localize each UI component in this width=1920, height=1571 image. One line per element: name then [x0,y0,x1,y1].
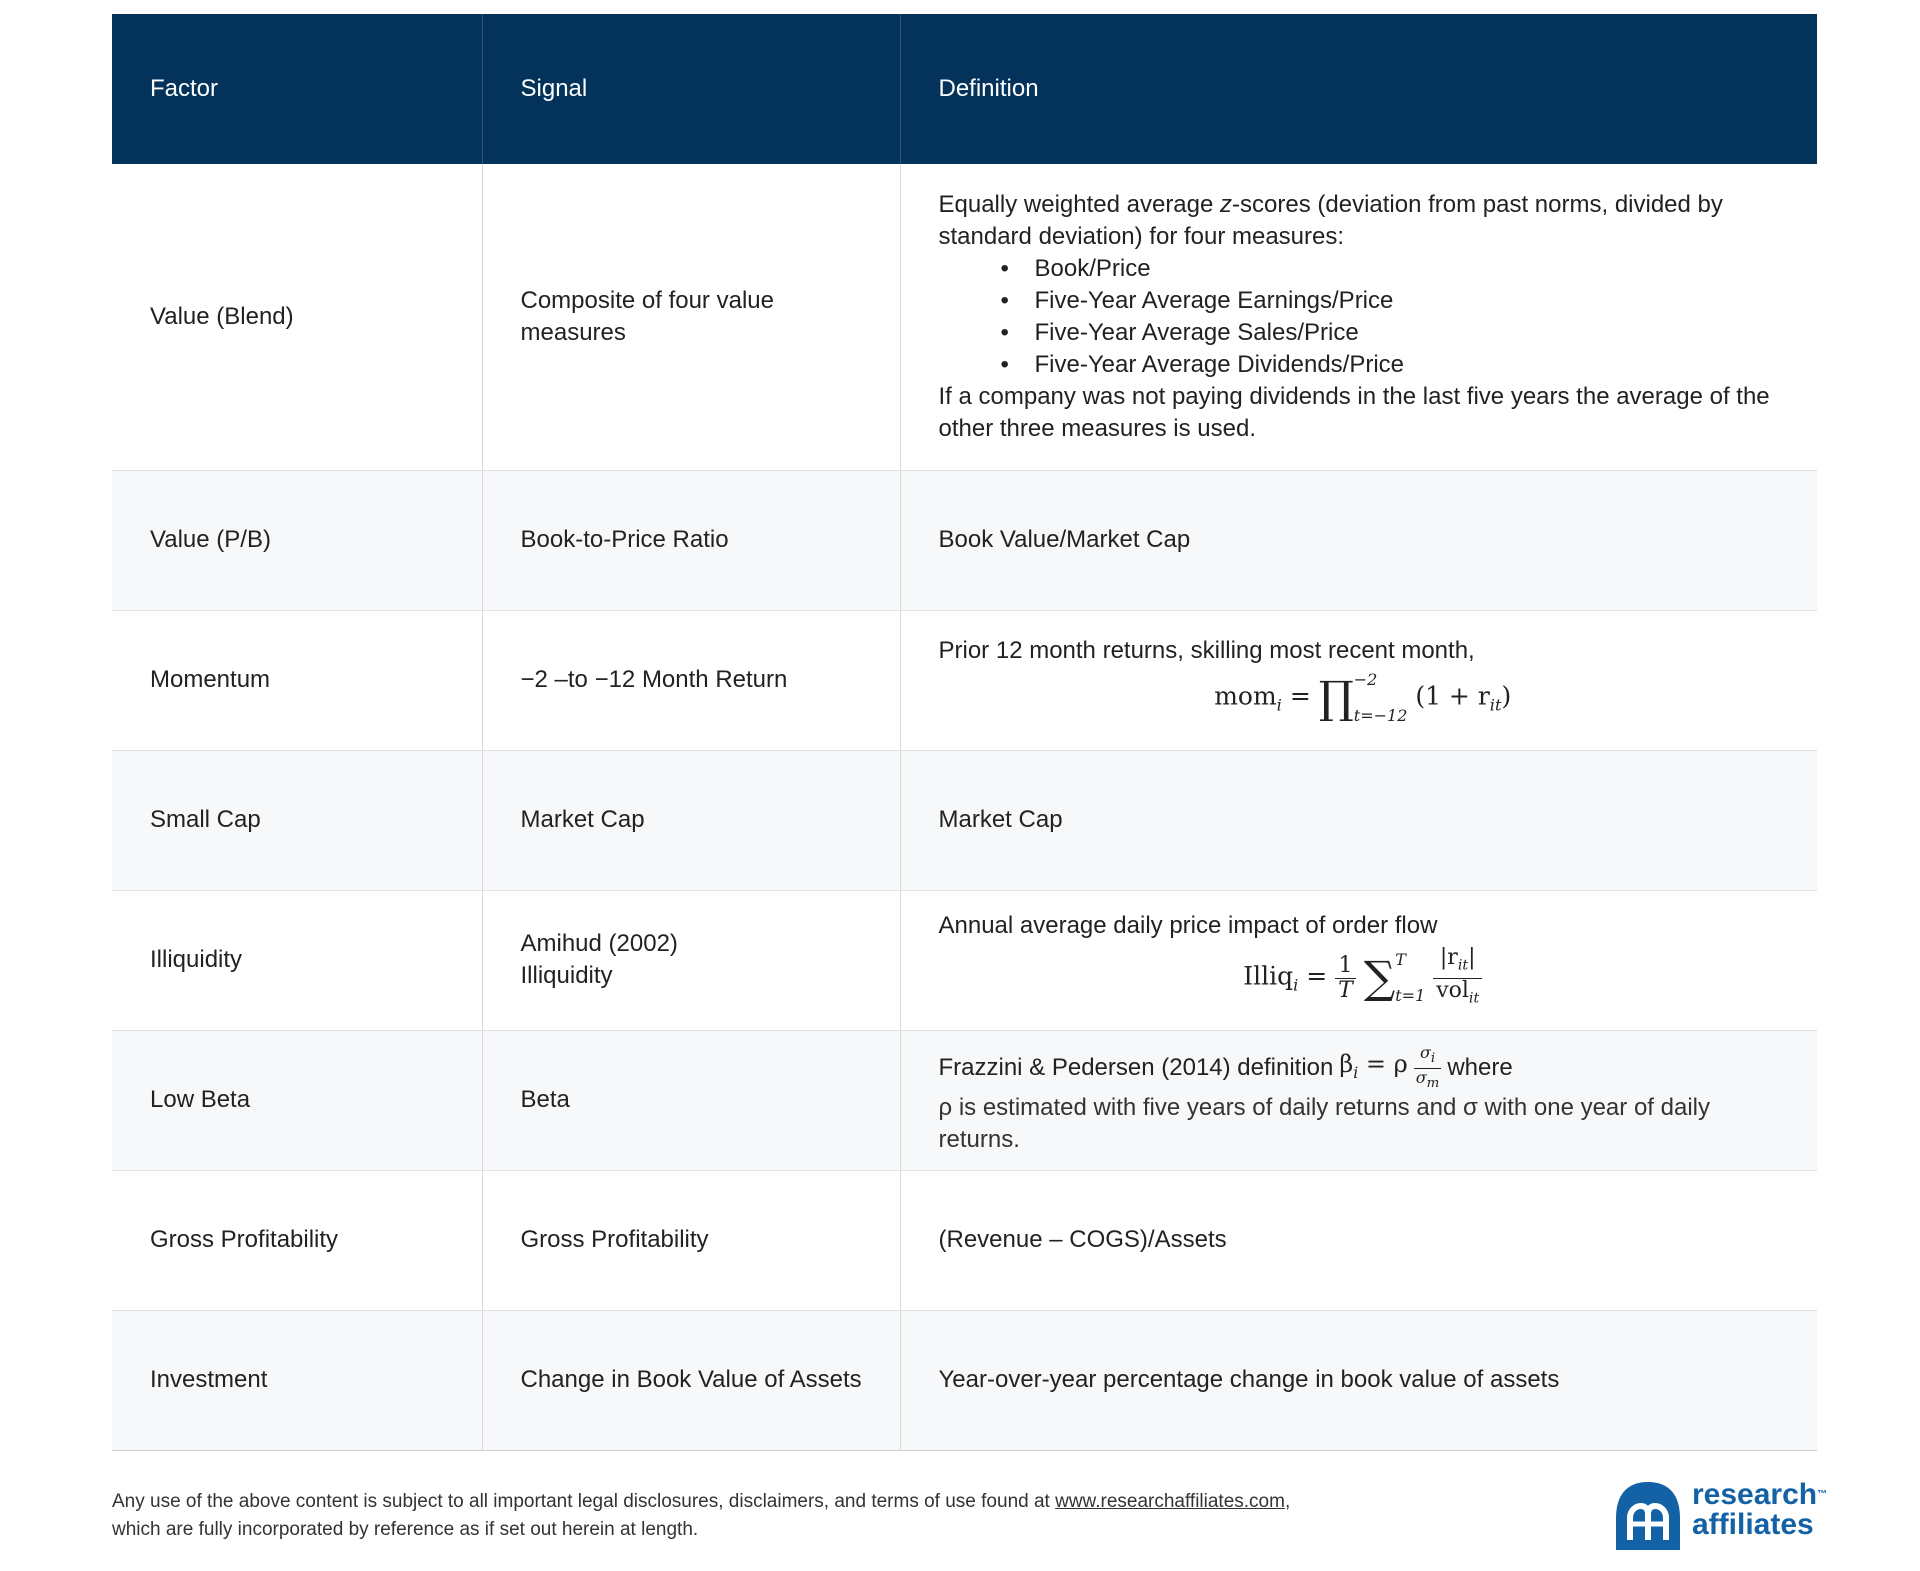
factor-cell: Value (P/B) [112,470,482,610]
signal-line: Amihud (2002) [520,930,678,957]
table-row [112,164,1817,470]
factor-cell: Low Beta [112,1030,482,1170]
factor-cell: Gross Profitability [112,1170,482,1310]
definition-text: Annual average daily price impact of order flow [938,912,1438,940]
factor-cell: Momentum [112,610,482,750]
signal-cell: Book-to-Price Ratio [482,470,900,610]
signal-cell: Change in Book Value of Assets [482,1310,900,1450]
illiquidity-formula: Illiq$_i$ = $\frac{1}{T}$ ∑T t=1 $\frac{|r_{it}|}{vol_{it}}$ [939,946,1788,1010]
signal-cell: −2 –to −12 Month Return [482,610,900,750]
table-row [112,1030,1817,1170]
list-item: • Five-Year Average Dividends/Price [1035,349,1788,381]
signal-cell: Beta [482,1030,900,1170]
definition-cell [900,1030,1817,1170]
list-item: • Book/Price [1035,253,1788,285]
table-row [112,750,1817,890]
factor-cell: Illiquidity [112,890,482,1030]
footer-line-2: which are fully incorporated by reference as if set out herein at length. [112,1519,699,1540]
table-row [112,470,1817,610]
definition-note: If a company was not paying dividends in the last five years the average of the other three measures is used. [938,382,1770,442]
factor-definitions-table [112,14,1817,1451]
table-row [112,610,1817,750]
definition-cell: (Revenue – COGS)/Assets [900,1170,1817,1310]
definition-cell [900,890,1817,1030]
table-row [112,890,1817,1030]
definition-text: Prior 12 month returns, skilling most recent month, [938,637,1475,664]
footer-line-1: Any use of the above content is subject to all important legal disclosures, disclaimers, and terms of use found at www.researchaffiliates.com, [112,1491,1291,1512]
table-row [112,1170,1817,1310]
signal-cell: Composite of four value measures [482,164,900,470]
definition-intro: Equally weighted average z-scores (deviation from past norms, divided by standard deviation) for four measures: [938,190,1723,250]
logo-mark-icon [1612,1478,1684,1550]
research-affiliates-logo [1612,1476,1828,1556]
definition-cell: Market Cap [900,750,1817,890]
momentum-formula: mom$_i$ = ∏−2 t=−12 $(1 + r_{it})$ [1214,670,1512,725]
definition-note: ρ is estimated with five years of daily returns and σ with one year of daily returns. [938,1093,1710,1153]
column-header-factor: Factor [112,14,482,164]
column-header-definition: Definition [900,14,1817,164]
signal-cell: Market Cap [482,750,900,890]
value-measures-list [939,253,1788,381]
table-header-row [112,14,1817,164]
signal-line: Illiquidity [520,962,613,989]
signal-cell: Gross Profitability [482,1170,900,1310]
signal-cell [482,890,900,1030]
logo-wordmark: research™ affiliates [1692,1478,1828,1541]
factor-cell: Value (Blend) [112,164,482,470]
research-affiliates-link[interactable]: www.researchaffiliates.com [1055,1491,1285,1512]
list-item: • Five-Year Average Sales/Price [1035,317,1788,349]
list-item: • Five-Year Average Earnings/Price [1035,285,1788,317]
definition-cell [900,164,1817,470]
beta-definition: Frazzini & Pedersen (2014) definition $\beta_i = \rho$ $\frac{\sigma_i}{\sigma_m}$ where [938,1043,1513,1091]
definition-cell [900,610,1817,750]
factor-cell: Small Cap [112,750,482,890]
definition-cell: Book Value/Market Cap [900,470,1817,610]
table-row [112,1310,1817,1450]
definition-cell: Year-over-year percentage change in book value of assets [900,1310,1817,1450]
column-header-signal: Signal [482,14,900,164]
legal-footer [112,1488,1512,1544]
factor-cell: Investment [112,1310,482,1450]
